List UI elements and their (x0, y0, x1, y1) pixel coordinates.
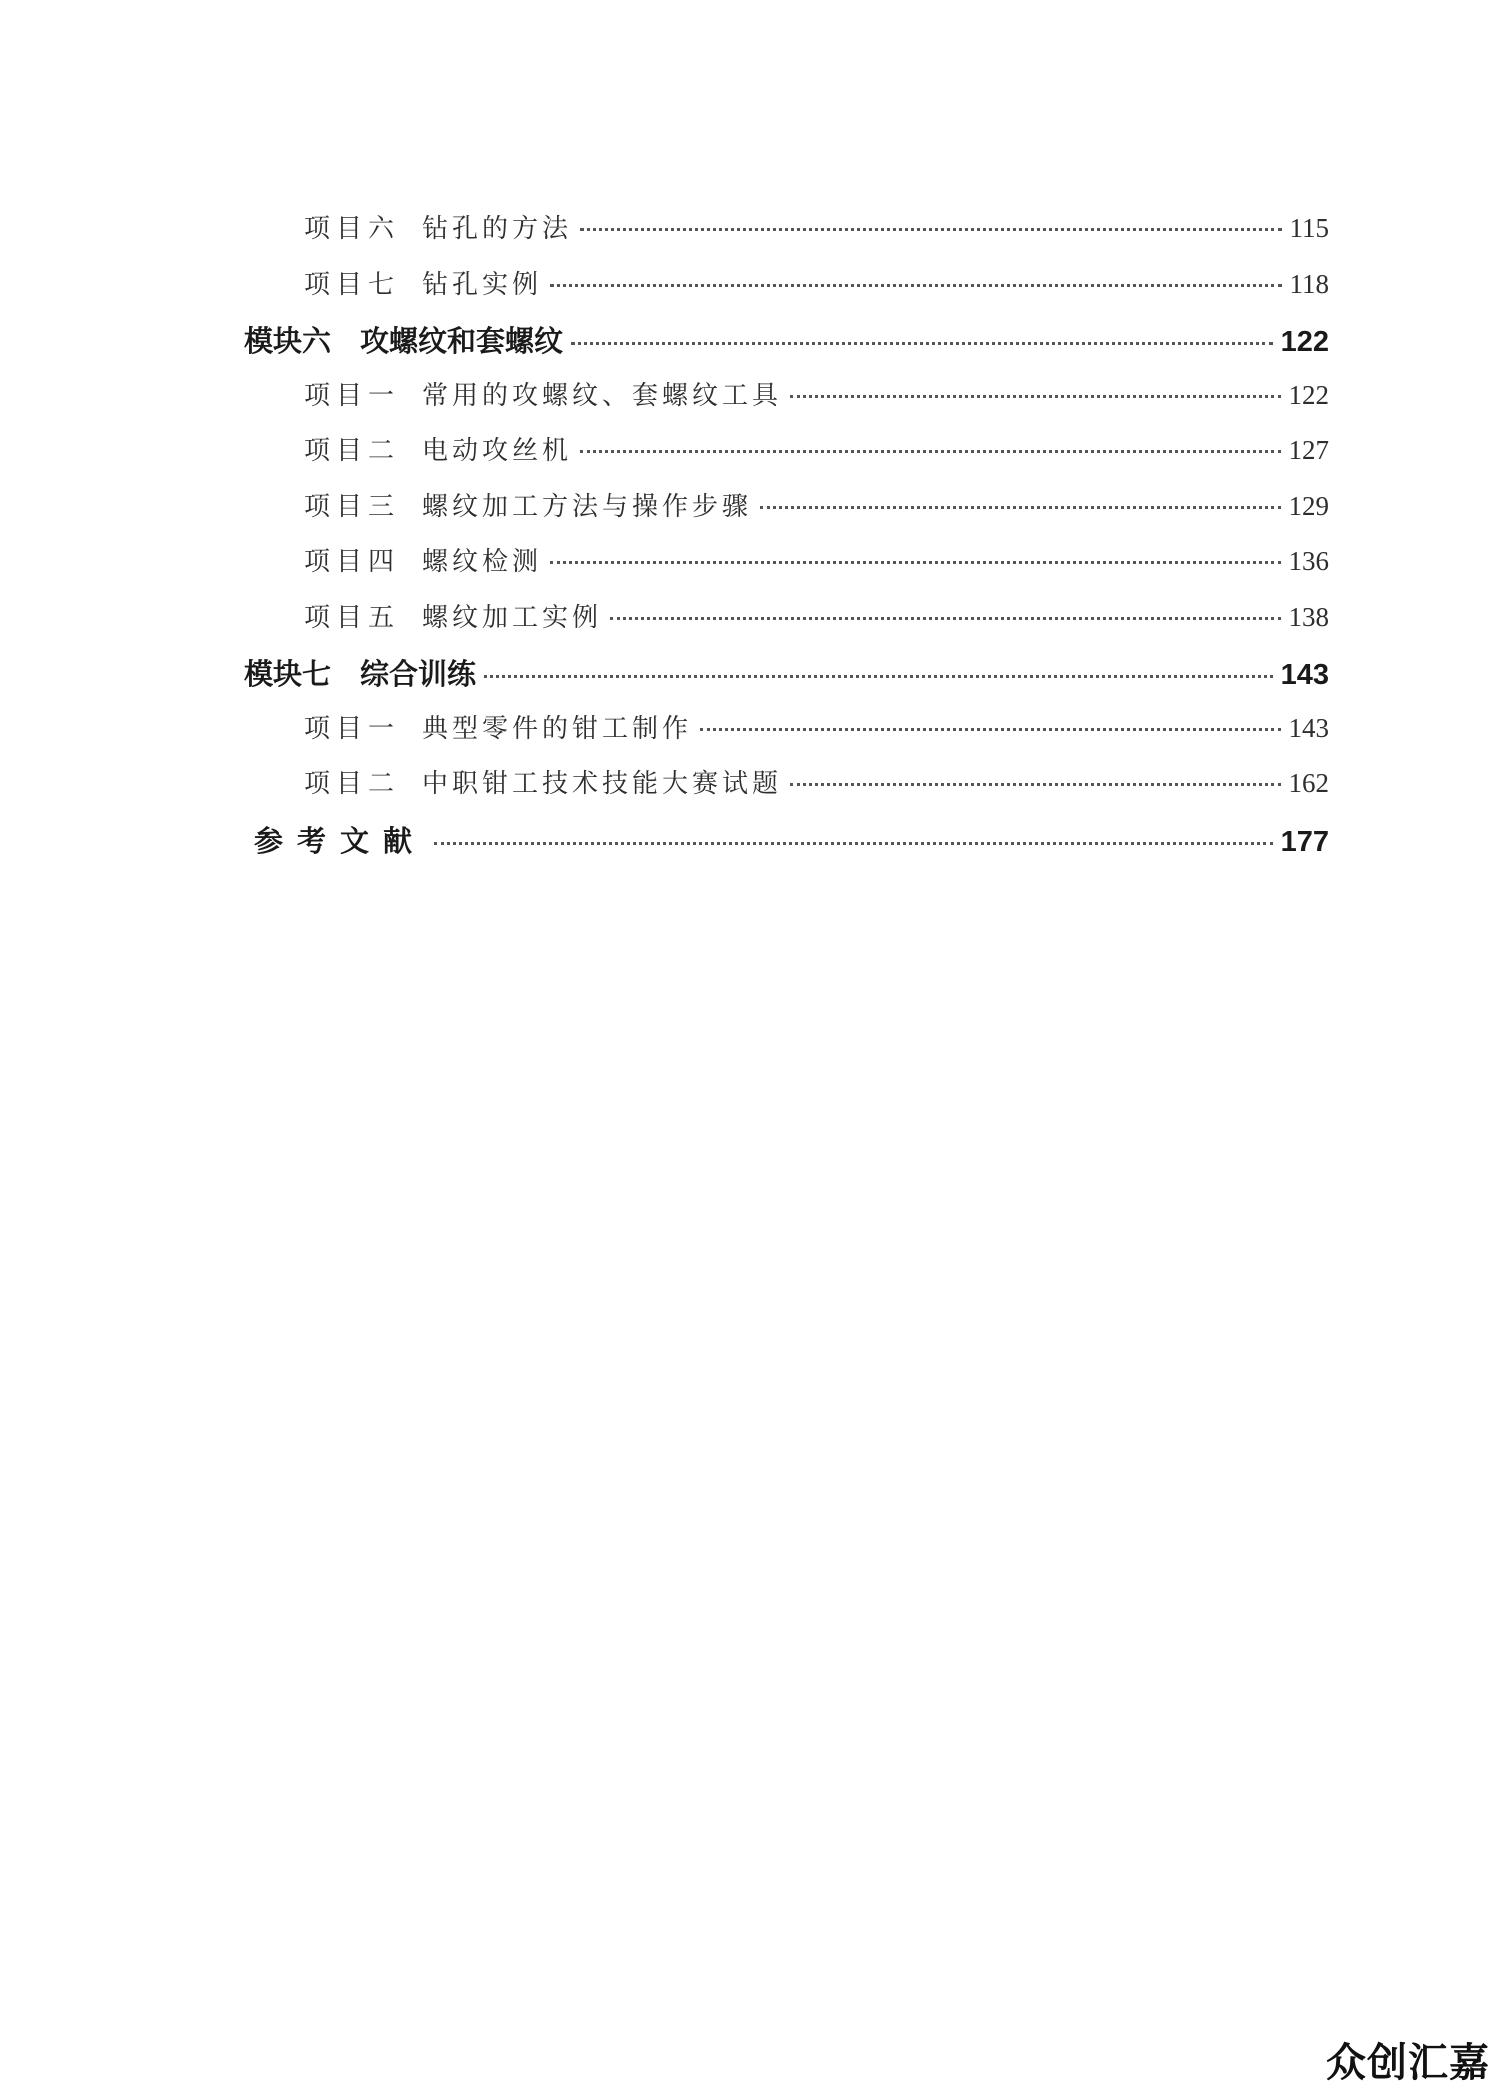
toc-entry-number: 项目七 (304, 269, 401, 300)
toc-entry[interactable] (244, 763, 1329, 819)
toc-entry[interactable] (244, 486, 1329, 542)
dot-leader (790, 783, 1280, 786)
toc-entry-number: 项目六 (304, 214, 401, 244)
toc-module-entry[interactable] (244, 652, 1329, 708)
toc-module-title: 攻螺纹和套螺纹 (360, 326, 564, 358)
toc-entry[interactable] (244, 430, 1329, 486)
dot-leader (580, 228, 1281, 231)
dot-leader (790, 395, 1280, 398)
dot-leader (484, 675, 1273, 678)
toc-entry-number: 项目一 (304, 713, 401, 744)
toc-entry-page: 143 (1288, 712, 1329, 743)
watermark-logo: 众创汇嘉 (1326, 2040, 1490, 2086)
toc-entry-title: 螺纹加工实例 (422, 602, 603, 633)
toc-entry-page: 162 (1288, 768, 1329, 798)
toc-module-number: 模块六 (244, 326, 332, 358)
toc-module-page: 143 (1280, 659, 1329, 691)
dot-leader (550, 561, 1280, 564)
toc-entry-page: 136 (1288, 546, 1329, 576)
toc-entry-page: 115 (1289, 213, 1329, 243)
dot-leader (550, 284, 1281, 287)
toc-entry-title: 钻孔的方法 (422, 214, 573, 244)
dot-leader (760, 506, 1280, 509)
toc-entry-title: 电动攻丝机 (422, 436, 573, 466)
toc-entry-title: 螺纹加工方法与操作步骤 (422, 491, 753, 522)
toc-module-title: 综合训练 (360, 659, 477, 691)
dot-leader (571, 342, 1273, 345)
toc-references-page: 177 (1280, 825, 1329, 858)
toc-entry[interactable] (244, 597, 1329, 653)
toc-references-title: 参考文献 (254, 825, 427, 858)
toc-module-page: 122 (1280, 326, 1329, 358)
toc-entry-number: 项目二 (304, 436, 401, 466)
toc-entry[interactable] (244, 375, 1329, 431)
toc-module-entry[interactable] (244, 319, 1329, 375)
toc-module-number: 模块七 (244, 659, 332, 691)
toc-references-entry[interactable] (244, 819, 1329, 875)
dot-leader (610, 617, 1280, 620)
toc-entry-title: 钻孔实例 (422, 269, 543, 300)
toc-entry-page: 129 (1288, 490, 1329, 521)
dot-leader (434, 842, 1273, 845)
toc-entry-number: 项目四 (304, 547, 401, 577)
dot-leader (580, 450, 1280, 453)
toc-entry-page: 138 (1288, 601, 1329, 632)
toc-entry[interactable] (244, 541, 1329, 597)
toc-entry-title: 中职钳工技术技能大赛试题 (422, 769, 783, 799)
toc-entry-page: 118 (1289, 268, 1329, 299)
toc-entry-number: 项目三 (304, 491, 401, 522)
dot-leader (700, 728, 1280, 731)
toc-entry-number: 项目五 (304, 602, 401, 633)
toc-entry[interactable] (244, 708, 1329, 764)
toc-entry-page: 127 (1288, 435, 1329, 465)
toc-entry-number: 项目一 (304, 380, 401, 411)
table-of-contents (244, 208, 1329, 874)
toc-entry-title: 常用的攻螺纹、套螺纹工具 (422, 380, 783, 411)
toc-entry-number: 项目二 (304, 769, 401, 799)
toc-entry-page: 122 (1288, 379, 1329, 410)
toc-entry-title: 典型零件的钳工制作 (422, 713, 693, 744)
toc-entry-title: 螺纹检测 (422, 547, 543, 577)
toc-entry[interactable] (244, 264, 1329, 320)
toc-entry[interactable] (244, 208, 1329, 264)
